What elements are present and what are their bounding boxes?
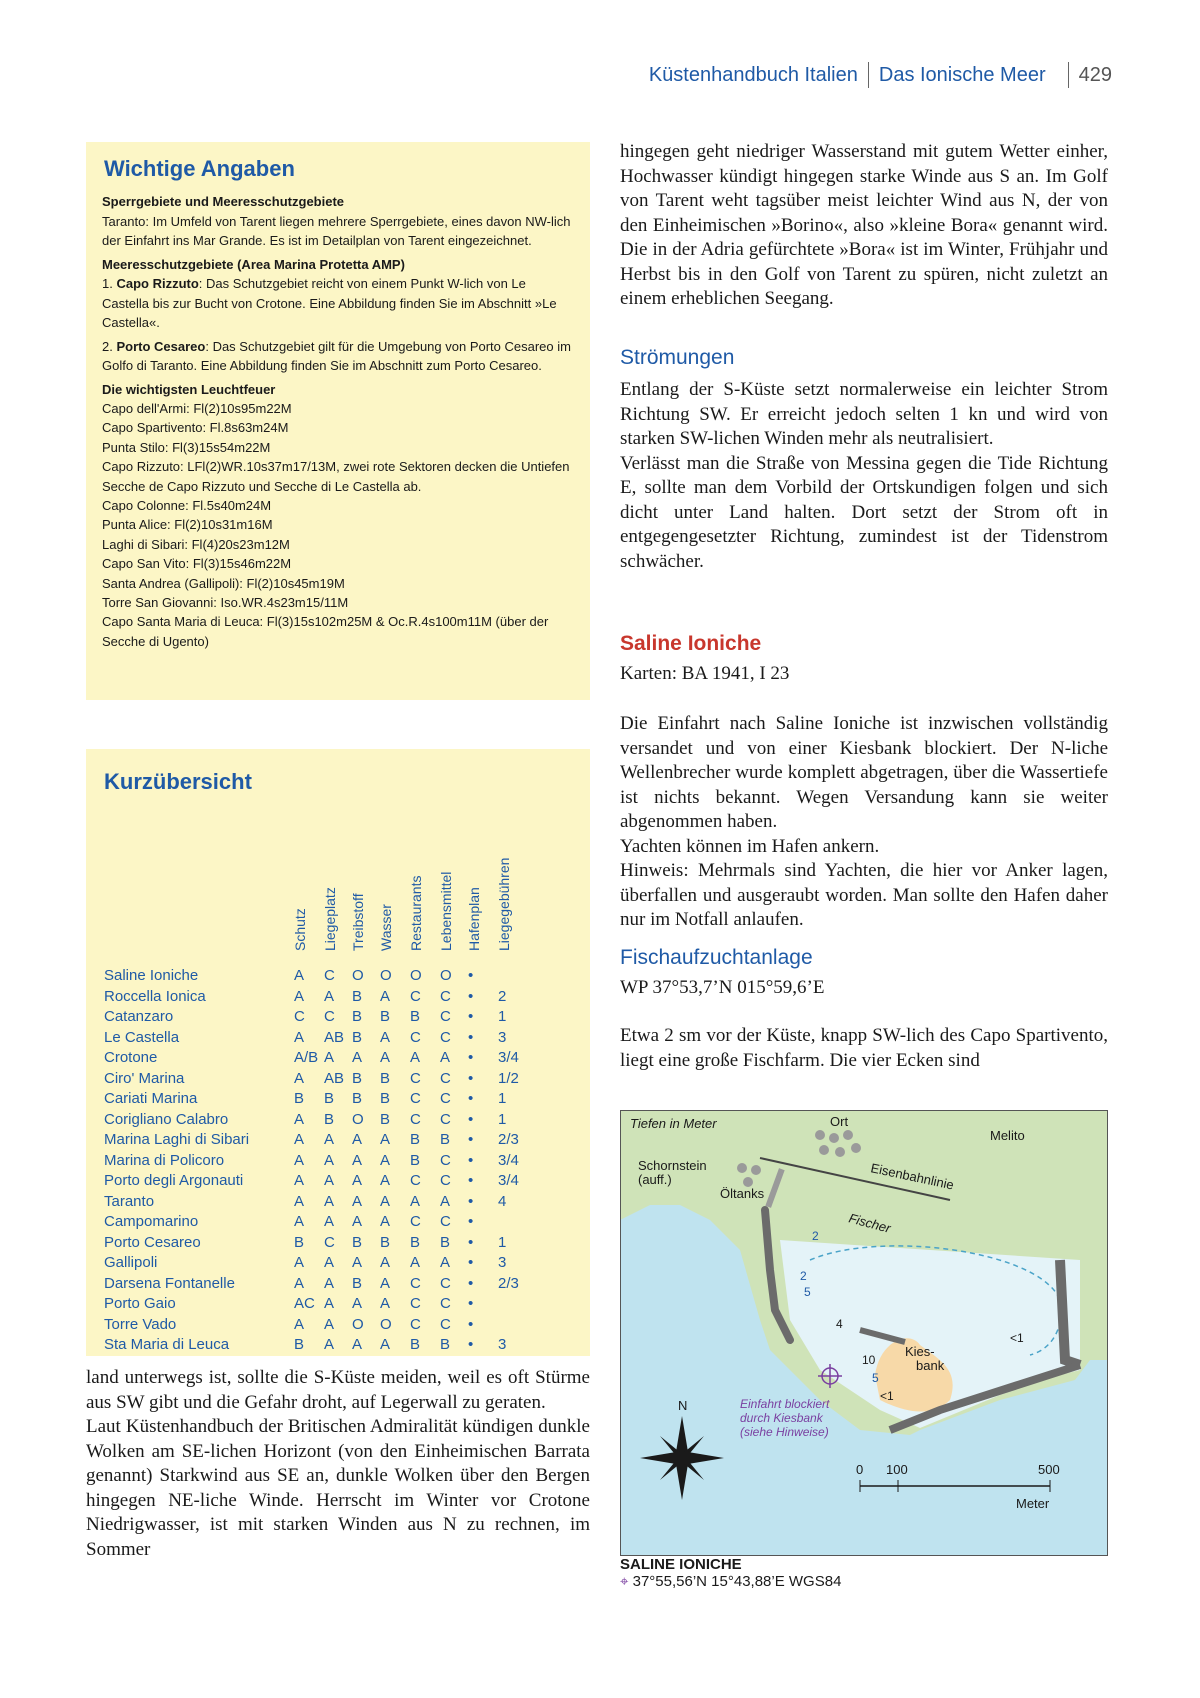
currents-paragraph-2: Verlässt man die Straße von Messina gegen die Tide Richtung E, sollte man dem Vorbild der Ortskundigen folgen und sich dicht unter Land halten. Dort setzt der Strom oft in entgegengesetzter Richtung, zumindest ist der Tidenstrom schwächer.: [620, 452, 1108, 572]
table-cell: A: [294, 1172, 305, 1189]
gravel-label-2: bank: [916, 1358, 945, 1373]
table-cell: A: [380, 1295, 391, 1312]
table-cell: C: [410, 1315, 421, 1333]
depth-5a: 5: [804, 1285, 811, 1299]
left-body-paragraph-2: Laut Küstenhandbuch der Britischen Admiralität kündigen dunkle Wolken am SE-lichen Horizont (von den Einheimischen Barrata genannt) Starkwind aus SE an, dunkle Wolken über den Bergen hingegen NE-liche Winde. Herrscht im Winter vor Crotone Niedrigwasser, ist mit starken Winden aus N zu rechnen, im Sommer: [86, 1416, 590, 1560]
table-cell: C: [440, 1028, 451, 1046]
table-cell: A: [410, 1192, 421, 1210]
table-cell: A: [324, 1151, 335, 1169]
table-cell: A: [352, 1254, 363, 1271]
restricted-areas-heading: Sperrgebiete und Meeresschutzgebiete: [102, 194, 345, 209]
table-cell: C: [440, 987, 451, 1005]
table-cell: A: [324, 1315, 335, 1333]
table-cell: A: [294, 1192, 305, 1210]
railway-label: Eisenbahnlinie: [869, 1160, 956, 1193]
table-cell: C: [440, 1274, 451, 1292]
table-cell: •: [468, 1008, 474, 1025]
map-caption: [620, 1556, 1108, 1590]
column-header: Wasser: [378, 904, 394, 951]
harbour-name: Roccella Ionica: [104, 987, 206, 1005]
harbour-map: [620, 1110, 1108, 1556]
table-cell: 1/2: [498, 1069, 519, 1087]
table-cell: O: [352, 967, 364, 984]
table-cell: A: [324, 1254, 335, 1271]
light-item: Capo San Vito: Fl(3)15s46m22M: [102, 556, 292, 572]
table-cell: •: [468, 1315, 474, 1333]
table-cell: •: [468, 987, 474, 1005]
table-cell: 1: [498, 1008, 507, 1025]
column-header: Schutz: [292, 908, 308, 951]
table-cell: A: [324, 1213, 335, 1230]
table-cell: C: [440, 1315, 451, 1333]
lights-list: [102, 399, 574, 651]
light-item: Laghi di Sibari: Fl(4)20s23m12M: [102, 536, 290, 552]
depth-unit-label: Tiefen in Meter: [630, 1116, 717, 1131]
table-cell: •: [468, 1336, 474, 1353]
table-cell: A: [294, 967, 305, 984]
scale-label-0: 0: [856, 1462, 864, 1477]
table-cell: A: [352, 1192, 363, 1210]
table-cell: A: [294, 1069, 305, 1087]
overview-rows: [104, 967, 574, 1357]
table-cell: B: [440, 1336, 451, 1353]
entrance-note-2: durch Kiesbank: [740, 1411, 823, 1425]
amp-item-1-name: Capo Rizzuto: [116, 276, 199, 291]
table-cell: A: [380, 1213, 391, 1230]
left-body-paragraph-1: land unterwegs ist, sollte die S-Küste meiden, weil es oft Stürme aus SW gibt und die Gefahr droht, auf Legerwall zu geraten.: [86, 1367, 590, 1413]
oil-tanks-label: Öltanks: [720, 1186, 765, 1201]
table-cell: C: [410, 1090, 421, 1107]
table-cell: B: [380, 1233, 391, 1251]
table-cell: A: [352, 1151, 363, 1169]
fishermen-label: Fischer: [847, 1210, 893, 1236]
restricted-areas-text: Taranto: Im Umfeld von Tarent liegen mehrere Sperrgebiete, eines davon NW-lich der Einfahrt ins Mar Grande. Es ist im Detailplan von Tarent eingezeichnet.: [102, 213, 571, 248]
table-cell: A: [294, 1131, 305, 1148]
table-cell: A: [440, 1049, 451, 1066]
amp-item-1-number: 1.: [102, 276, 117, 291]
harbour-name: Crotone: [104, 1049, 158, 1066]
table-cell: C: [410, 1028, 421, 1046]
table-row: [104, 1234, 574, 1255]
table-cell: A: [352, 1131, 363, 1148]
table-row: [104, 1008, 574, 1029]
table-cell: C: [410, 1274, 421, 1292]
table-cell: A: [440, 1192, 451, 1210]
table-row: [104, 1111, 574, 1132]
table-cell: A: [380, 1336, 391, 1353]
table-row: [104, 1070, 574, 1091]
entrance-note-3: (siehe Hinweise): [740, 1425, 829, 1439]
currents-heading: Strömungen: [620, 346, 735, 369]
table-cell: C: [410, 987, 421, 1005]
table-cell: A: [324, 1336, 335, 1353]
table-cell: A: [380, 1028, 391, 1046]
table-cell: A: [380, 1172, 391, 1189]
harbour-name: Le Castella: [104, 1028, 180, 1046]
header-separator: [868, 62, 869, 88]
harbour-name: Ciro' Marina: [104, 1069, 185, 1087]
table-row: [104, 1029, 574, 1050]
left-body-text: [86, 1366, 590, 1562]
table-cell: B: [440, 1233, 451, 1251]
light-item: Capo dell'Armi: Fl(2)10s95m22M: [102, 401, 292, 416]
table-cell: A: [380, 1274, 391, 1292]
table-cell: A: [294, 1274, 305, 1292]
amp-item-2: [102, 337, 574, 376]
table-cell: 1: [498, 1233, 507, 1251]
chimney-note: (auff.): [638, 1172, 672, 1187]
table-row: [104, 1213, 574, 1234]
table-cell: •: [468, 1028, 474, 1046]
table-cell: C: [440, 1213, 451, 1230]
harbour-name: Porto degli Argonauti: [104, 1172, 244, 1189]
table-cell: B: [352, 1008, 363, 1025]
harbour-name: Campomarino: [104, 1213, 199, 1230]
table-cell: A: [380, 1254, 391, 1271]
harbour-map-svg: [620, 1110, 1108, 1556]
harbour-name: Taranto: [104, 1192, 155, 1210]
table-cell: O: [410, 967, 422, 984]
saline-heading: Saline Ioniche: [620, 632, 762, 655]
harbour-name: Gallipoli: [104, 1254, 158, 1271]
harbour-name: Saline Ioniche: [104, 967, 199, 984]
table-row: [104, 1275, 574, 1296]
table-cell: •: [468, 1295, 474, 1312]
table-cell: •: [468, 1069, 474, 1087]
light-item: Punta Stilo: Fl(3)15s54m22M: [102, 439, 271, 455]
table-cell: B: [324, 1090, 335, 1107]
table-cell: B: [352, 987, 363, 1005]
table-cell: •: [468, 1172, 474, 1189]
table-row: [104, 1152, 574, 1173]
table-cell: A: [294, 1151, 305, 1169]
table-cell: O: [380, 1315, 392, 1333]
table-row: [104, 1295, 574, 1316]
amp-item-2-name: Porto Cesareo: [116, 338, 206, 354]
scale-unit: Meter: [1016, 1496, 1050, 1511]
saline-charts: Karten: BA 1941, I 23: [620, 663, 790, 684]
table-cell: 3/4: [498, 1172, 519, 1189]
harbour-name: Catanzaro: [104, 1008, 174, 1025]
table-cell: 3/4: [498, 1151, 519, 1169]
amp-item-1: [102, 274, 574, 333]
table-row: [104, 967, 574, 988]
running-header: [649, 60, 1112, 90]
saline-paragraph-3: Hinweis: Mehrmals sind Yachten, die hier vor Anker lagen, überfallen und ausgeraubt worden. Man sollte den Hafen daher nur im Notfall anlaufen.: [620, 860, 1108, 930]
depth-2b: 2: [800, 1269, 807, 1283]
table-cell: AB: [324, 1069, 345, 1087]
harbour-name: Porto Cesareo: [104, 1233, 201, 1251]
table-cell: A: [324, 1172, 335, 1189]
depth-5b: 5: [872, 1371, 879, 1385]
table-cell: B: [294, 1336, 305, 1353]
table-row: [104, 1172, 574, 1193]
table-cell: A: [324, 1049, 335, 1066]
table-cell: B: [294, 1090, 305, 1107]
section-title: Das Ionische Meer: [878, 63, 1046, 86]
table-cell: B: [410, 1233, 421, 1251]
light-item: Santa Andrea (Gallipoli): Fl(2)10s45m19M: [102, 575, 345, 591]
harbour-name: Darsena Fontanelle: [104, 1274, 235, 1292]
table-cell: A: [324, 1274, 335, 1292]
table-cell: A: [324, 987, 335, 1005]
gravel-label-1: Kies-: [905, 1344, 935, 1359]
table-cell: A: [440, 1254, 451, 1271]
table-cell: C: [294, 1008, 305, 1025]
table-cell: O: [352, 1110, 364, 1128]
map-caption-coordinate-value: 37°55,56’N 15°43,88’E WGS84: [632, 1573, 842, 1590]
table-cell: C: [410, 1295, 421, 1312]
amp-item-2-number: 2.: [102, 338, 117, 354]
light-item: Punta Alice: Fl(2)10s31m16M: [102, 517, 273, 533]
table-cell: A: [294, 1315, 305, 1333]
table-cell: C: [324, 967, 335, 984]
table-cell: B: [352, 1090, 363, 1107]
map-caption-title: SALINE IONICHE: [620, 1556, 742, 1573]
fishfarm-heading: Fischaufzuchtanlage: [620, 946, 813, 969]
table-cell: B: [352, 1274, 363, 1292]
column-header: Treibstoff: [350, 893, 366, 951]
table-cell: A: [352, 1049, 363, 1066]
table-cell: B: [380, 1090, 391, 1107]
table-cell: A: [294, 1110, 305, 1128]
harbour-name: Corigliano Calabro: [104, 1110, 229, 1128]
harbour-name: Cariati Marina: [104, 1090, 198, 1107]
table-cell: •: [468, 1274, 474, 1292]
melito-label: Melito: [990, 1128, 1025, 1143]
light-item: Torre San Giovanni: Iso.WR.4s23m15/11M: [102, 595, 349, 611]
table-cell: B: [410, 1151, 421, 1169]
table-cell: A/B: [294, 1049, 319, 1066]
depth-lt1-b: <1: [1010, 1331, 1024, 1345]
table-cell: B: [410, 1131, 421, 1148]
table-cell: B: [410, 1336, 421, 1353]
table-cell: C: [324, 1233, 335, 1251]
table-cell: B: [294, 1233, 305, 1251]
table-cell: B: [380, 1008, 391, 1025]
amp-heading: Meeresschutzgebiete (Area Marina Protetta AMP): [102, 256, 405, 272]
overview-column-headers: [104, 831, 574, 951]
harbour-name: Torre Vado: [104, 1315, 177, 1333]
table-cell: B: [324, 1110, 335, 1128]
table-cell: B: [410, 1008, 421, 1025]
table-cell: •: [468, 1192, 474, 1210]
table-cell: A: [352, 1295, 363, 1312]
table-cell: C: [440, 1172, 451, 1189]
table-cell: A: [380, 1192, 391, 1210]
light-item: Capo Santa Maria di Leuca: Fl(3)15s102m25M & Oc.R.4s100m11M (über der Secche di Ugento): [102, 614, 549, 649]
chimney-label: Schornstein: [638, 1158, 707, 1173]
table-row: [104, 1131, 574, 1152]
table-cell: A: [380, 1151, 391, 1169]
saline-paragraph-2: Yachten können im Hafen ankern.: [620, 835, 880, 857]
table-cell: •: [468, 1151, 474, 1169]
north-label: N: [678, 1398, 688, 1413]
table-cell: 4: [498, 1192, 507, 1210]
light-item: Capo Rizzuto: LFl(2)WR.10s37m17/13M, zwei rote Sektoren decken die Untiefen Secche de Capo Rizzuto und Secche di Le Castella ab.: [102, 459, 570, 494]
overview-title: Kurzübersicht: [104, 769, 252, 794]
table-cell: •: [468, 1254, 474, 1271]
depth-10: 10: [862, 1353, 876, 1367]
table-cell: 2/3: [498, 1131, 519, 1148]
page-number: 429: [1078, 63, 1112, 86]
crosshair-icon: ⌖: [620, 1573, 633, 1590]
table-row: [104, 1049, 574, 1070]
table-cell: 3: [498, 1028, 507, 1046]
scale-label-500: 500: [1038, 1462, 1060, 1477]
fishfarm-waypoint: WP 37°53,7’N 015°59,6’E: [620, 977, 825, 998]
light-item: Capo Colonne: Fl.5s40m24M: [102, 498, 272, 514]
currents-text: [620, 378, 1108, 574]
table-cell: •: [468, 1110, 474, 1128]
table-cell: •: [468, 1213, 474, 1230]
table-cell: AC: [294, 1295, 315, 1312]
table-row: [104, 1254, 574, 1275]
column-header: Liegegebühren: [496, 857, 512, 951]
table-cell: A: [294, 987, 305, 1005]
table-cell: •: [468, 1090, 474, 1107]
table-cell: A: [294, 1028, 305, 1046]
amp-item-2-text: : Das Schutzgebiet gilt für die Umgebung von Porto Cesareo im Golfo di Taranto. Eine Abbildung finden Sie im Abschnitt zum Porto Cesareo.: [102, 338, 571, 373]
right-top-text: hingegen geht niedriger Wasserstand mit gutem Wetter einher, Hochwasser kündigt hingegen starke Winde aus S an. Im Golf von Tarent weht tagsüber meist leichter Wind aus N, der von den Einheimischen »Borino«, also »kleine Bora« genannt wird. Die in der Adria gefürchtete »Bora« ist im Winter, Frühjahr und Herbst bis in den Golf von Tarent zu spüren, nicht zuletzt an einem erheblichen Seegang.: [620, 141, 1108, 309]
depth-lt1-a: <1: [880, 1389, 894, 1403]
overview-box: [86, 749, 590, 1356]
table-cell: A: [294, 1213, 305, 1230]
table-cell: C: [440, 1090, 451, 1107]
depth-4: 4: [836, 1317, 843, 1331]
table-cell: C: [410, 1069, 421, 1087]
table-cell: 2/3: [498, 1274, 519, 1292]
table-cell: B: [440, 1131, 451, 1148]
table-cell: C: [440, 1295, 451, 1312]
table-cell: O: [352, 1315, 364, 1333]
table-cell: A: [352, 1172, 363, 1189]
table-cell: C: [440, 1151, 451, 1169]
table-row: [104, 1193, 574, 1214]
table-cell: C: [410, 1213, 421, 1230]
saline-text: [620, 712, 1108, 933]
table-cell: 1: [498, 1090, 507, 1107]
currents-paragraph-1: Entlang der S-Küste setzt normalerweise ein leichter Strom Richtung SW. Er erreicht jedoch selten 1 kn und wird von starken SW-lichen Winden mehr als neutralisiert.: [620, 379, 1108, 449]
table-cell: A: [380, 1131, 391, 1148]
table-cell: A: [410, 1049, 421, 1066]
table-cell: AB: [324, 1028, 345, 1046]
overview-table: [104, 831, 574, 1357]
table-cell: B: [380, 1110, 391, 1128]
table-cell: C: [410, 1172, 421, 1189]
table-cell: C: [440, 1110, 451, 1128]
table-cell: O: [440, 967, 452, 984]
column-header: Liegeplatz: [322, 887, 338, 951]
amp-item-1-text: : Das Schutzgebiet reicht von einem Punkt W-lich von Le Castella bis zur Bucht von Crotone. Eine Abbildung finden Sie im Abschnitt »Le Castella«.: [102, 276, 557, 330]
table-row: [104, 1090, 574, 1111]
table-cell: A: [352, 1336, 363, 1353]
table-cell: B: [352, 1069, 363, 1087]
table-cell: A: [324, 1131, 335, 1148]
table-row: [104, 1316, 574, 1337]
saline-paragraph-1: Die Einfahrt nach Saline Ioniche ist inzwischen vollständig versandet und von einer Kiesbank blockiert. Der N-liche Wellenbrecher wurde komplett abgetragen, über die Wassertiefe ist nichts bekannt. Wegen Versandung kann sie weiter abgenommen haben.: [620, 713, 1108, 832]
table-cell: B: [380, 1069, 391, 1087]
important-info-box: [86, 142, 590, 700]
table-cell: A: [380, 987, 391, 1005]
table-cell: C: [440, 1069, 451, 1087]
important-info-title: Wichtige Angaben: [104, 156, 295, 181]
table-row: [104, 1336, 574, 1357]
table-cell: A: [324, 1295, 335, 1312]
table-cell: •: [468, 1049, 474, 1066]
scale-label-100: 100: [886, 1462, 908, 1477]
column-header: Restaurants: [408, 875, 424, 951]
map-caption-coordinates: [620, 1573, 1108, 1590]
table-cell: O: [380, 967, 392, 984]
table-cell: C: [410, 1110, 421, 1128]
harbour-name: Sta Maria di Leuca: [104, 1336, 230, 1353]
depth-2a: 2: [812, 1229, 819, 1243]
harbour-name: Marina Laghi di Sibari: [104, 1131, 250, 1148]
harbour-name: Marina di Policoro: [104, 1151, 225, 1169]
table-cell: C: [324, 1008, 335, 1025]
table-cell: A: [324, 1192, 335, 1210]
header-separator-2: [1068, 62, 1069, 88]
column-header: Hafenplan: [466, 887, 482, 951]
table-cell: A: [294, 1254, 305, 1271]
table-cell: A: [352, 1213, 363, 1230]
table-cell: •: [468, 1233, 474, 1251]
table-cell: B: [352, 1233, 363, 1251]
table-cell: A: [410, 1254, 421, 1271]
harbour-name: Porto Gaio: [104, 1295, 176, 1312]
table-cell: 2: [498, 987, 507, 1005]
lights-heading: Die wichtigsten Leuchtfeuer: [102, 381, 276, 397]
table-cell: C: [440, 1008, 451, 1025]
table-cell: 3: [498, 1336, 507, 1353]
table-cell: 3: [498, 1254, 507, 1271]
table-cell: A: [380, 1049, 391, 1066]
book-title: Küstenhandbuch Italien: [648, 63, 858, 86]
table-cell: •: [468, 967, 474, 984]
entrance-note-1: Einfahrt blockiert: [740, 1397, 830, 1411]
fishfarm-text: Etwa 2 sm vor der Küste, knapp SW-lich des Capo Spartivento, liegt eine große Fischfarm. Die vier Ecken sind: [620, 1025, 1108, 1071]
table-cell: 3/4: [498, 1049, 519, 1066]
light-item: Capo Spartivento: Fl.8s63m24M: [102, 420, 289, 436]
column-header: Lebensmittel: [438, 871, 454, 951]
table-cell: •: [468, 1131, 474, 1148]
table-cell: 1: [498, 1110, 507, 1128]
town-label: Ort: [830, 1114, 849, 1129]
table-row: [104, 988, 574, 1009]
table-cell: B: [352, 1028, 363, 1046]
